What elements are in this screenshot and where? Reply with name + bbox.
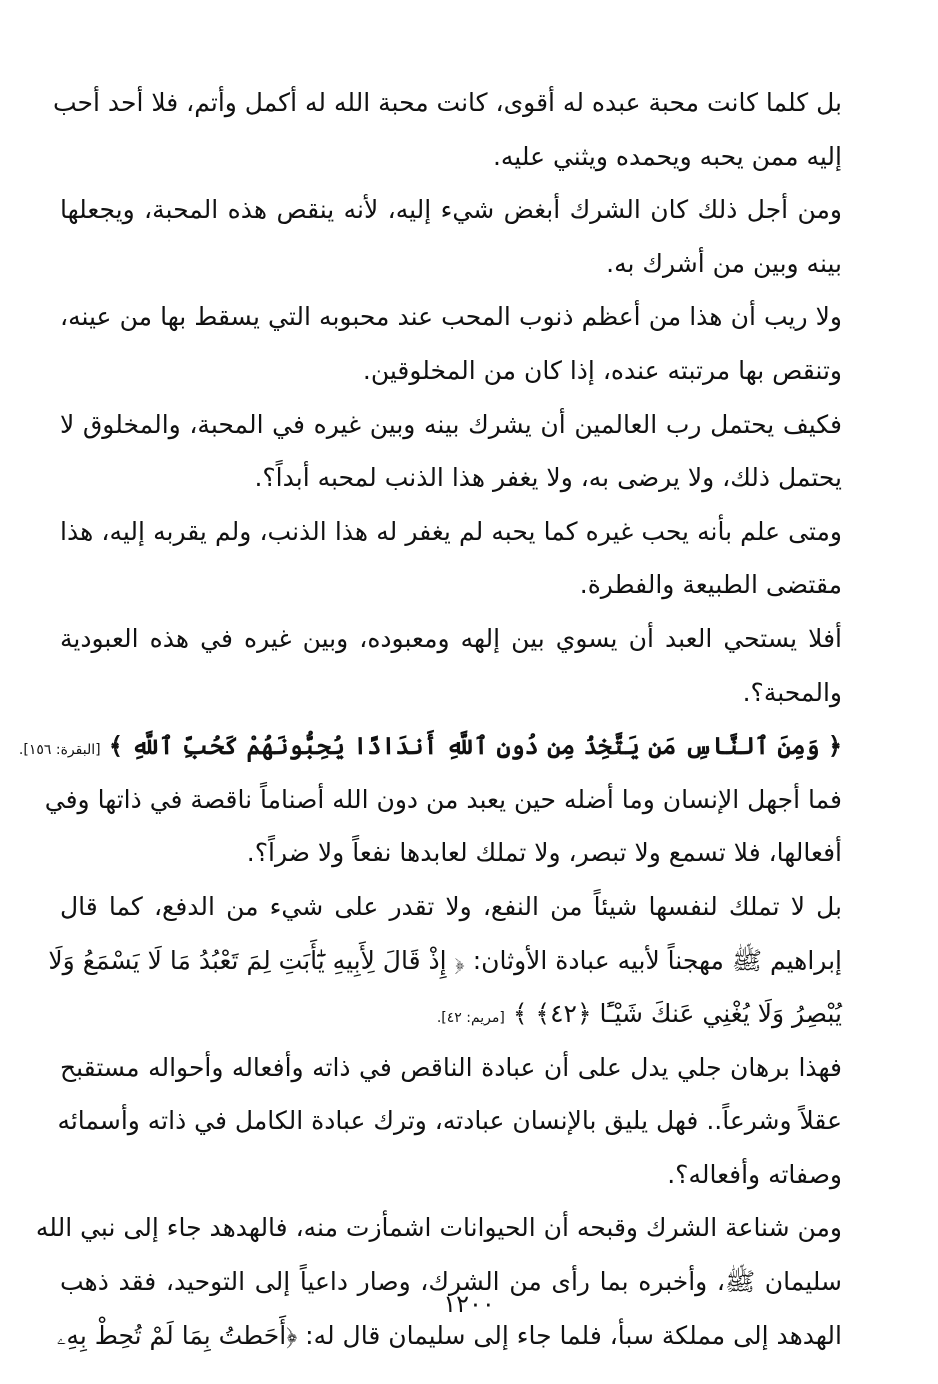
text-line: وصفاته وأفعاله؟. bbox=[667, 1159, 842, 1189]
text-line: بل كلما كانت محبة عبده له أقوى، كانت محبة الله له أكمل وأتم، فلا أحد أحب bbox=[52, 88, 842, 117]
text-line: يحتمل ذلك، ولا يرضى به، ولا يغفر هذا الذنب لمحبه أبداً؟. bbox=[254, 463, 842, 493]
text-line: فما أجهل الإنسان وما أضله حين يعبد من دون الله أصناماً ناقصة في ذاتها وفي bbox=[44, 784, 842, 814]
verse-reference: [البقرة: ١٥٦]. bbox=[18, 742, 101, 759]
text-line: فكيف يحتمل رب العالمين أن يشرك بينه وبين غيره في المحبة، والمخلوق لا bbox=[60, 409, 842, 439]
text-line: والمحبة؟. bbox=[742, 677, 842, 707]
book-page-text bbox=[18, 76, 842, 1362]
text-line: فهذا برهان جلي يدل على أن عبادة الناقص في ذاته وأفعاله وأحواله مستقبح bbox=[60, 1052, 842, 1082]
text-line: إبراهيم ﷺ مهجناً لأبيه عبادة الأوثان: ﴿ إِذْ قَالَ لِأَبِيهِ يَٰٓأَبَتِ لِمَ تَعْبُدُ مَا لَا يَسْمَعُ وَلَا bbox=[48, 945, 842, 975]
quran-verse: ﴿ وَمِنَ ٱلنَّاسِ مَن يَتَّخِذُ مِن دُونِ ٱللَّهِ أَندَادًا يُحِبُّونَهُمْ كَحُبِّ ٱللَّهِ ﴾ bbox=[108, 731, 842, 761]
text-line: ولا ريب أن هذا من أعظم ذنوب المحب عند محبوبه التي يسقط بها من عينه، bbox=[60, 302, 842, 332]
page-number: ١٢٠٠ bbox=[443, 1290, 495, 1318]
quran-verse-line bbox=[18, 719, 842, 773]
text-line: ومن شناعة الشرك وقبحه أن الحيوانات اشمأزت منه، فالهدهد جاء إلى نبي الله bbox=[35, 1213, 842, 1243]
text-line: إليه ممن يحبه ويحمده ويثني عليه. bbox=[492, 141, 842, 171]
text-line: أفلا يستحي العبد أن يسوي بين إلهه ومعبوده، وبين غيره في هذه العبودية bbox=[60, 623, 842, 653]
text-line: الهدهد إلى مملكة سبأ، فلما جاء إلى سليمان قال له: ﴿أَحَطتُ بِمَا لَمْ تُحِطْ بِهِۦ bbox=[56, 1320, 842, 1350]
text-line: وتنقص بها مرتبته عنده، إذا كان من المخلوقين. bbox=[362, 355, 842, 385]
quran-verse-line bbox=[60, 987, 842, 1041]
text-line: مقتضى الطبيعة والفطرة. bbox=[579, 570, 842, 600]
text-line: ومن أجل ذلك كان الشرك أبغض شيء إليه، لأنه ينقص هذه المحبة، ويجعلها bbox=[60, 195, 842, 225]
verse-reference: [مريم: ٤٢]. bbox=[436, 1010, 505, 1027]
text-line: عقلاً وشرعاً.. فهل يليق بالإنسان عبادته، وترك عبادة الكامل في ذاته وأسمائه bbox=[57, 1106, 842, 1136]
text-line: بل لا تملك لنفسها شيئاً من النفع، ولا تقدر على شيء من الدفع، كما قال bbox=[60, 891, 842, 921]
text-line: سليمان ﷺ، وأخبره بما رأى من الشرك، وصار داعياً إلى التوحيد، فقد ذهب bbox=[60, 1267, 842, 1297]
text-line: بينه وبين من أشرك به. bbox=[606, 248, 842, 278]
quran-verse: يُبْصِرُ وَلَا يُغْنِي عَنكَ شَيْـًٔا ﴿٤٢﴾ ﴾ bbox=[512, 999, 842, 1029]
text-line: ومتى علم بأنه يحب غيره كما يحبه لم يغفر له هذا الذنب، ولم يقربه إليه، هذا bbox=[60, 516, 842, 546]
text-line: أفعالها، فلا تسمع ولا تبصر، ولا تملك لعابدها نفعاً ولا ضراً؟. bbox=[246, 838, 842, 868]
